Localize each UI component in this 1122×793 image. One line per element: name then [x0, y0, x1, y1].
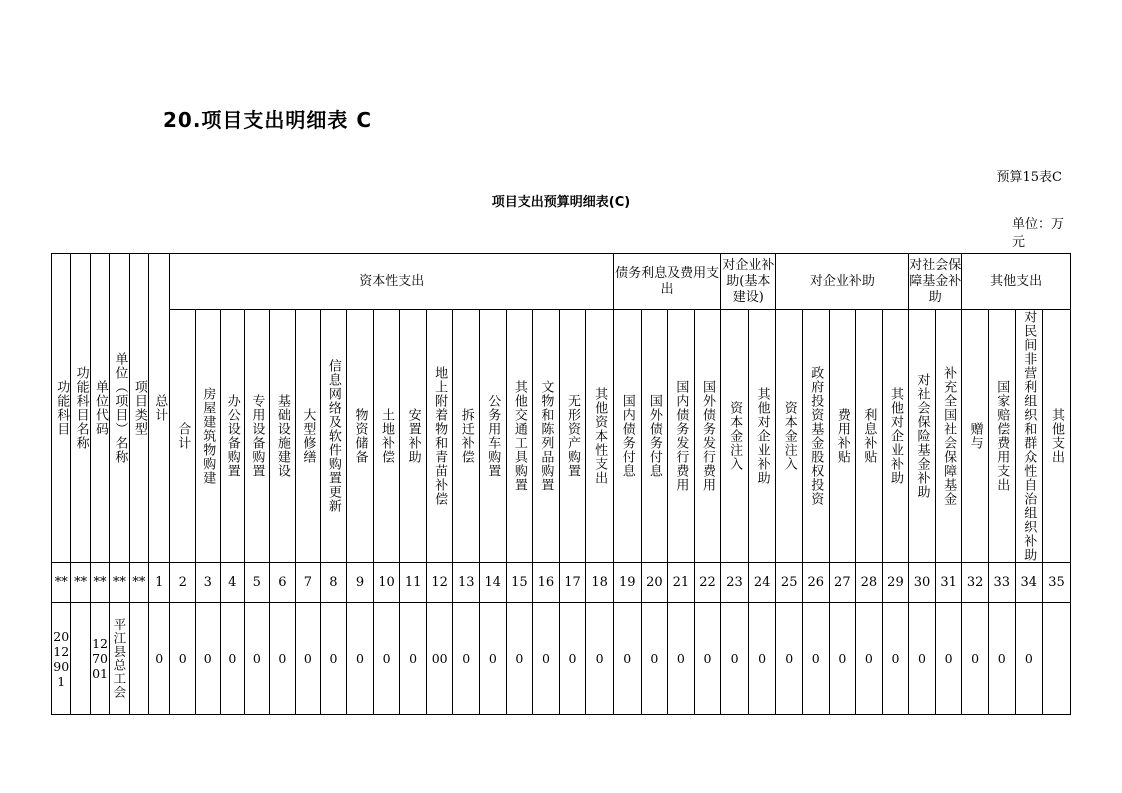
column-header-cell: 文物和陈列品购置 — [533, 310, 560, 563]
column-header-cell: 拆迁补偿 — [453, 310, 480, 563]
data-cell: 0 — [533, 603, 560, 715]
index-cell: ** — [71, 563, 90, 603]
group-header-cell: 债务利息及费用支出 — [613, 254, 720, 310]
left-header-cell: 总计 — [149, 254, 170, 563]
index-cell: 5 — [245, 563, 270, 603]
index-cell: 30 — [909, 563, 936, 603]
index-cell: ** — [52, 563, 71, 603]
group-header-cell: 对企业补助 — [776, 254, 909, 310]
column-header-cell: 信息网络及软件购置更新 — [320, 310, 347, 563]
index-cell: ** — [129, 563, 148, 603]
data-cell: 0 — [347, 603, 374, 715]
index-cell: 33 — [988, 563, 1015, 603]
table-title: 项目支出预算明细表(C) — [491, 195, 631, 210]
index-cell: 18 — [586, 563, 614, 603]
index-cell: 35 — [1043, 563, 1071, 603]
data-cell: 0 — [320, 603, 347, 715]
column-header-cell: 对民间非营利组织和群众性自治组织补助 — [1015, 310, 1043, 563]
index-cell: 4 — [220, 563, 245, 603]
column-header-cell: 安置补助 — [400, 310, 427, 563]
left-header-cell: 功能科目 — [52, 254, 71, 563]
data-cell: 0 — [776, 603, 803, 715]
index-cell: 32 — [962, 563, 989, 603]
column-header-cell: 政府投资基金股权投资 — [802, 310, 829, 563]
index-cell: 25 — [776, 563, 803, 603]
data-cell: 127001 — [90, 603, 109, 715]
data-cell: 平江县总工会 — [110, 603, 129, 715]
left-header-cell: 项目类型 — [129, 254, 148, 563]
document-heading: 20.项目支出明细表 C — [163, 108, 373, 132]
index-cell: 12 — [426, 563, 453, 603]
group-header-cell: 资本性支出 — [170, 254, 614, 310]
header-group-row — [52, 254, 1071, 310]
data-cell: 0 — [480, 603, 507, 715]
data-cell: 0 — [802, 603, 829, 715]
data-cell: 0 — [935, 603, 962, 715]
left-header-cell: 单位代码 — [90, 254, 109, 563]
index-cell: 15 — [506, 563, 533, 603]
index-cell: 31 — [935, 563, 962, 603]
index-cell: 22 — [694, 563, 721, 603]
index-cell: 26 — [802, 563, 829, 603]
index-cell: 16 — [533, 563, 560, 603]
data-cell: 0 — [668, 603, 695, 715]
index-cell: 24 — [748, 563, 776, 603]
index-cell: 17 — [559, 563, 586, 603]
data-cell: 0 — [373, 603, 400, 715]
data-cell: 0 — [962, 603, 989, 715]
column-header-cell: 大型修缮 — [296, 310, 321, 563]
column-header-cell: 资本金注入 — [721, 310, 749, 563]
data-cell: 0 — [909, 603, 936, 715]
index-row — [52, 563, 1071, 603]
index-cell: 28 — [856, 563, 883, 603]
data-cell: 0 — [453, 603, 480, 715]
unit-label: 单位：万元 — [1012, 217, 1065, 250]
index-cell: 29 — [882, 563, 909, 603]
index-cell: 7 — [296, 563, 321, 603]
column-header-cell: 其他对企业补助 — [748, 310, 776, 563]
column-header-cell: 其他对企业补助 — [882, 310, 909, 563]
index-cell: 9 — [347, 563, 374, 603]
column-header-cell: 补充全国社会保障基金 — [935, 310, 962, 563]
column-header-cell: 利息补贴 — [856, 310, 883, 563]
data-cell: 0 — [641, 603, 668, 715]
index-cell: 23 — [721, 563, 749, 603]
index-cell: 2 — [170, 563, 196, 603]
column-header-cell: 国内债务发行费用 — [668, 310, 695, 563]
column-header-cell: 赠与 — [962, 310, 989, 563]
data-cell: 0 — [196, 603, 221, 715]
index-cell: ** — [110, 563, 129, 603]
group-header-cell: 对企业补助(基本建设) — [721, 254, 776, 310]
group-header-cell: 其他支出 — [962, 254, 1071, 310]
column-header-cell: 公务用车购置 — [480, 310, 507, 563]
column-header-cell: 其他交通工具购置 — [506, 310, 533, 563]
index-cell: 11 — [400, 563, 427, 603]
data-cell: 0 — [269, 603, 296, 715]
index-cell: 10 — [373, 563, 400, 603]
column-header-cell: 其他支出 — [1043, 310, 1071, 563]
index-cell: ** — [90, 563, 109, 603]
data-cell: 0 — [988, 603, 1015, 715]
data-cell: 0 — [748, 603, 776, 715]
data-cell: 0 — [559, 603, 586, 715]
column-header-cell: 办公设备购置 — [220, 310, 245, 563]
budget-table — [51, 253, 1071, 715]
column-header-cell: 费用补贴 — [829, 310, 856, 563]
column-header-cell: 土地补偿 — [373, 310, 400, 563]
data-cell: 2012901 — [52, 603, 71, 715]
data-cell: 0 — [586, 603, 614, 715]
column-header-cell: 地上附着物和青苗补偿 — [426, 310, 453, 563]
data-cell: 0 — [170, 603, 196, 715]
data-cell: 0 — [220, 603, 245, 715]
index-cell: 14 — [480, 563, 507, 603]
column-header-cell: 国家赔偿费用支出 — [988, 310, 1015, 563]
data-cell: 0 — [882, 603, 909, 715]
data-cell: 00 — [426, 603, 453, 715]
data-cell: 0 — [721, 603, 749, 715]
index-cell: 1 — [149, 563, 170, 603]
index-cell: 6 — [269, 563, 296, 603]
column-header-cell: 基础设施建设 — [269, 310, 296, 563]
table-code: 预算15表C — [996, 170, 1062, 185]
data-cell — [129, 603, 148, 715]
column-header-cell: 房屋建筑物购建 — [196, 310, 221, 563]
index-cell: 13 — [453, 563, 480, 603]
column-header-cell: 国外债务发行费用 — [694, 310, 721, 563]
data-cell: 0 — [613, 603, 641, 715]
index-cell: 27 — [829, 563, 856, 603]
data-cell: 0 — [829, 603, 856, 715]
table-row — [52, 603, 1071, 715]
column-header-cell: 专用设备购置 — [245, 310, 270, 563]
data-cell: 0 — [245, 603, 270, 715]
data-cell — [1043, 603, 1071, 715]
data-cell — [71, 603, 90, 715]
column-header-cell: 国外债务付息 — [641, 310, 668, 563]
data-cell: 0 — [1015, 603, 1043, 715]
data-cell: 0 — [694, 603, 721, 715]
column-header-cell: 物资储备 — [347, 310, 374, 563]
index-cell: 3 — [196, 563, 221, 603]
group-header-cell: 对社会保障基金补助 — [909, 254, 962, 310]
column-header-cell: 其他资本性支出 — [586, 310, 614, 563]
column-header-cell: 国内债务付息 — [613, 310, 641, 563]
data-cell: 0 — [149, 603, 170, 715]
column-header-cell: 对社会保险基金补助 — [909, 310, 936, 563]
column-header-cell: 资本金注入 — [776, 310, 803, 563]
index-cell: 20 — [641, 563, 668, 603]
left-header-cell: 单位（项目）名称 — [110, 254, 129, 563]
data-cell: 0 — [856, 603, 883, 715]
index-cell: 34 — [1015, 563, 1043, 603]
data-cell: 0 — [400, 603, 427, 715]
column-header-cell: 无形资产购置 — [559, 310, 586, 563]
header-column-row — [52, 310, 1071, 563]
index-cell: 8 — [320, 563, 347, 603]
left-header-cell: 功能科目名称 — [71, 254, 90, 563]
index-cell: 21 — [668, 563, 695, 603]
column-header-cell: 合计 — [170, 310, 196, 563]
data-cell: 0 — [506, 603, 533, 715]
data-cell: 0 — [296, 603, 321, 715]
index-cell: 19 — [613, 563, 641, 603]
